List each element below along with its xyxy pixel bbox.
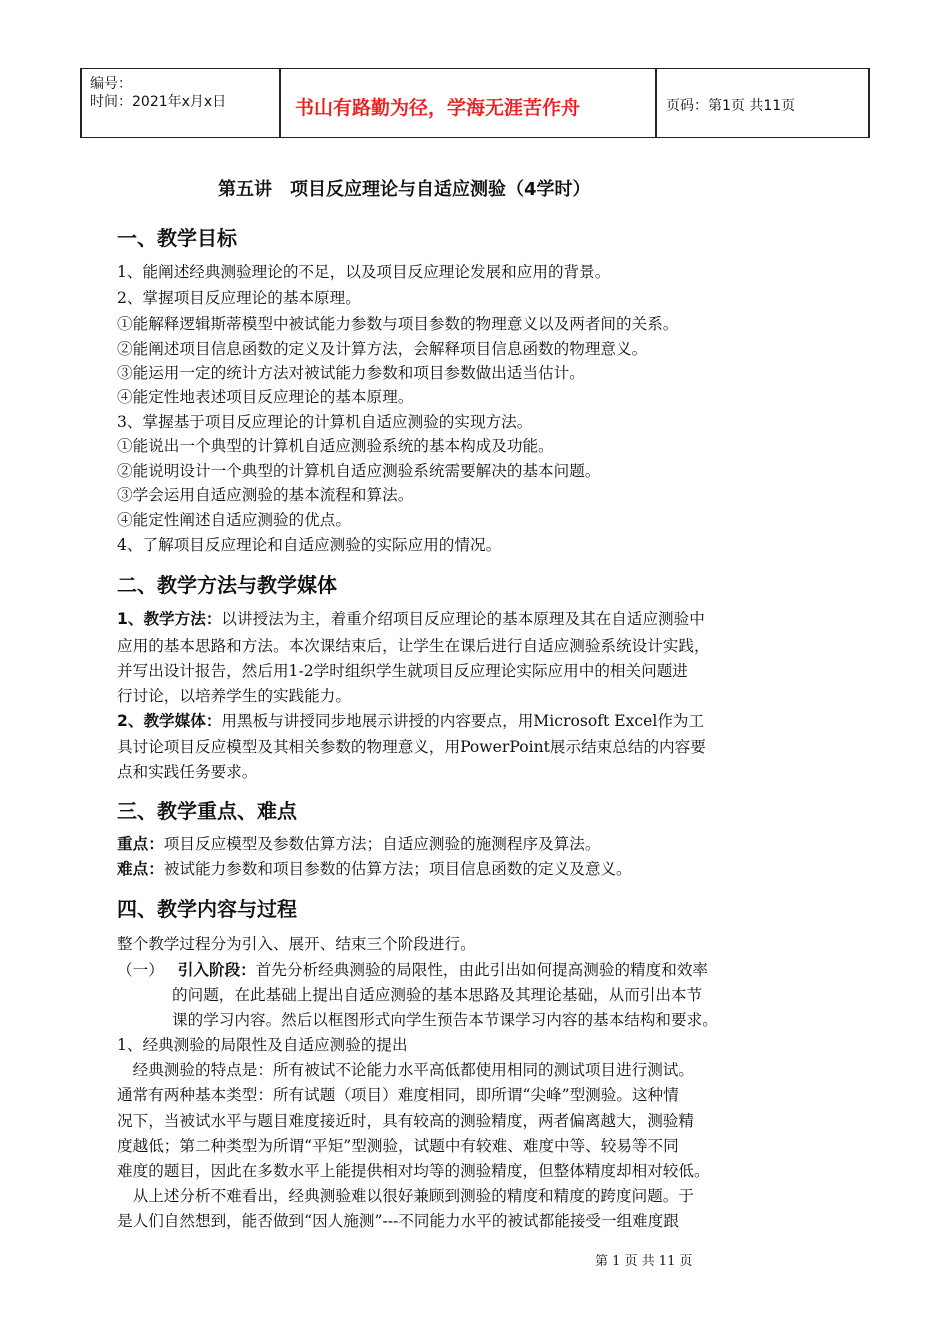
difficulty-line bbox=[117, 856, 632, 882]
method-text: 以讲授法为主，着重介绍项目反应理论的基本原理及其在自适应测验中 bbox=[221, 610, 705, 628]
key-point-text: 项目反应模型及参数估算方法；自适应测验的施测程序及算法。 bbox=[163, 835, 601, 853]
difficulty-label: 难点： bbox=[117, 860, 164, 878]
paragraph-line: 从上述分析不难看出，经典测验难以很好兼顾到测验的精度和精度的跨度问题。于 bbox=[117, 1187, 694, 1205]
difficulty-text: 被试能力参数和项目参数的估算方法；项目信息函数的定义及意义。 bbox=[163, 860, 632, 878]
goal-line: 1、能阐述经典测验理论的不足，以及项目反应理论发展和应用的背景。 bbox=[117, 263, 611, 281]
paragraph-line: 通常有两种基本类型：所有试题（项目）难度相同，即所谓“尖峰”型测验。这种情 bbox=[117, 1086, 679, 1104]
process-intro: 整个教学过程分为引入、展开、结束三个阶段进行。 bbox=[117, 935, 476, 953]
section-3-heading: 三、教学重点、难点 bbox=[117, 799, 297, 823]
paragraph-line: 难度的题目，因此在多数水平上能提供相对均等的测验精度，但整体精度却相对较低。 bbox=[117, 1162, 710, 1180]
paragraph-line: 是人们自然想到，能否做到“因人施测”---不同能力水平的被试都能接受一组难度跟 bbox=[117, 1212, 679, 1230]
header-border-right bbox=[868, 69, 870, 137]
lecture-title: 第五讲 项目反应理论与自适应测验（4学时） bbox=[218, 179, 591, 200]
stage-line: 的问题，在此基础上提出自适应测验的基本思路及其理论基础，从而引出本节 bbox=[172, 986, 703, 1004]
goal-line: ②能阐述项目信息函数的定义及计算方法，会解释项目信息函数的物理意义。 bbox=[117, 340, 648, 358]
goal-line: 3、掌握基于项目反应理论的计算机自适应测验的实现方法。 bbox=[117, 413, 533, 431]
page-header bbox=[80, 68, 870, 138]
doc-number-label: 编号： bbox=[90, 76, 132, 92]
goal-line: ①能解释逻辑斯蒂模型中被试能力参数与项目参数的物理意义以及两者间的关系。 bbox=[117, 315, 679, 333]
doc-date-label: 时间：2021年x月x日 bbox=[90, 94, 227, 110]
media-line: 点和实践任务要求。 bbox=[117, 763, 258, 781]
stage-line: 课的学习内容。然后以框图形式向学生预告本节课学习内容的基本结构和要求。 bbox=[172, 1011, 718, 1029]
stage-line bbox=[117, 957, 708, 983]
method-line: 行讨论，以培养学生的实践能力。 bbox=[117, 687, 351, 705]
section-4-heading: 四、教学内容与过程 bbox=[117, 897, 297, 921]
method-label: 1、教学方法： bbox=[117, 610, 222, 628]
goal-line: 2、掌握项目反应理论的基本原理。 bbox=[117, 289, 361, 307]
media-line: 具讨论项目反应模型及其相关参数的物理意义，用PowerPoint展示结束总结的内容要 bbox=[117, 738, 706, 756]
stage-label: 引入阶段： bbox=[177, 961, 256, 979]
header-divider-1 bbox=[279, 69, 281, 137]
goal-line: ③学会运用自适应测验的基本流程和算法。 bbox=[117, 486, 414, 504]
paragraph-line: 况下，当被试水平与题目难度接近时，具有较高的测验精度，两者偏离越大，测验精 bbox=[117, 1112, 694, 1130]
key-point-label: 重点： bbox=[117, 835, 164, 853]
goal-line: ④能定性地表述项目反应理论的基本原理。 bbox=[117, 388, 414, 406]
method-line bbox=[117, 606, 705, 632]
stage-text: 首先分析经典测验的局限性，由此引出如何提高测验的精度和效率 bbox=[255, 961, 709, 979]
stage-number: （一） bbox=[117, 961, 164, 979]
paragraph-line: 经典测验的特点是：所有被试不论能力水平高低都使用相同的测试项目进行测试。 bbox=[117, 1061, 694, 1079]
section-1-heading: 一、教学目标 bbox=[117, 226, 237, 250]
key-point-line bbox=[117, 831, 600, 857]
goal-line: ④能定性阐述自适应测验的优点。 bbox=[117, 511, 351, 529]
method-line: 应用的基本思路和方法。本次课结束后，让学生在课后进行自适应测验系统设计实践， bbox=[117, 637, 710, 655]
header-page-label: 页码：第1页 共11页 bbox=[666, 98, 796, 114]
goal-line: ③能运用一定的统计方法对被试能力参数和项目参数做出适当估计。 bbox=[117, 364, 585, 382]
media-label: 2、教学媒体： bbox=[117, 712, 222, 730]
goal-line: 4、了解项目反应理论和自适应测验的实际应用的情况。 bbox=[117, 536, 502, 554]
media-line bbox=[117, 708, 704, 734]
header-motto: 书山有路勤为径，学海无涯苦作舟 bbox=[295, 97, 581, 119]
media-text: 用黑板与讲授同步地展示讲授的内容要点，用Microsoft Excel作为工 bbox=[221, 712, 705, 730]
page-footer: 第 1 页 共 11 页 bbox=[595, 1254, 693, 1269]
goal-line: ②能说明设计一个典型的计算机自适应测验系统需要解决的基本问题。 bbox=[117, 462, 601, 480]
paragraph-line: 度越低；第二种类型为所谓“平矩”型测验，试题中有较难、难度中等、较易等不同 bbox=[117, 1137, 679, 1155]
goal-line: ①能说出一个典型的计算机自适应测验系统的基本构成及功能。 bbox=[117, 437, 554, 455]
method-line: 并写出设计报告，然后用1-2学时组织学生就项目反应理论实际应用中的相关问题进 bbox=[117, 662, 688, 680]
header-divider-2 bbox=[655, 69, 657, 137]
subsection-1-heading: 1、经典测验的局限性及自适应测验的提出 bbox=[117, 1036, 408, 1054]
section-2-heading: 二、教学方法与教学媒体 bbox=[117, 573, 337, 597]
header-border-left bbox=[80, 69, 82, 137]
